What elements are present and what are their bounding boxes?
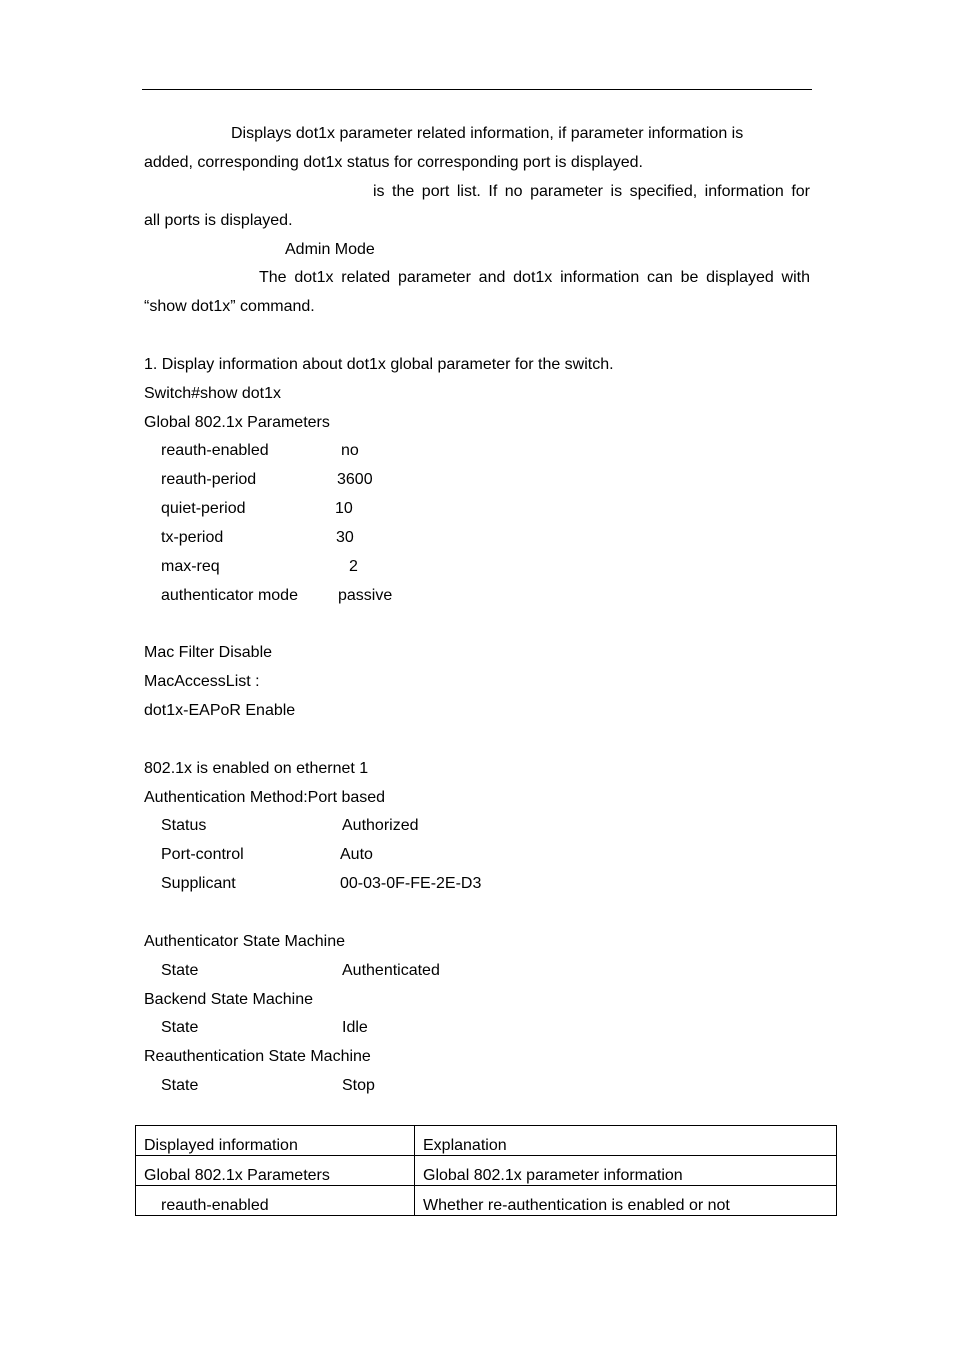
param-value: 2 (349, 558, 358, 575)
param-name: Supplicant (161, 875, 236, 892)
param-value: passive (338, 587, 393, 604)
mac-access-list-line: MacAccessList : (144, 673, 260, 690)
param-value: 30 (336, 529, 354, 546)
table-cell: reauth-enabled (136, 1186, 415, 1216)
description-line-2: added, corresponding dot1x status for corresponding port is displayed. (144, 154, 643, 171)
explanation-table (135, 1125, 837, 1216)
example-heading: 1. Display information about dot1x global parameter for the switch. (144, 356, 614, 373)
auth-method-line: Authentication Method:Port based (144, 789, 386, 806)
eapor-line: dot1x-EAPoR Enable (144, 702, 296, 719)
param-name: State (161, 1077, 199, 1094)
table-cell: Global 802.1x parameter information (415, 1156, 837, 1186)
port-enabled-line: 802.1x is enabled on ethernet 1 (144, 760, 369, 777)
param-value: Authorized (342, 817, 419, 834)
param-value: Auto (340, 846, 373, 863)
table-header-cell: Displayed information (136, 1126, 415, 1156)
param-name: reauth-period (161, 471, 257, 488)
param-value: 00-03-0F-FE-2E-D3 (340, 875, 482, 892)
description-line-1: Displays dot1x parameter related information, if parameter information is (231, 125, 744, 142)
usage-line-2: “show dot1x” command. (144, 298, 315, 315)
param-value: Stop (342, 1077, 375, 1094)
param-value: Idle (342, 1019, 368, 1036)
param-name: State (161, 962, 199, 979)
param-name: reauth-enabled (161, 442, 269, 459)
table-cell: Global 802.1x Parameters (136, 1156, 415, 1186)
param-value: no (341, 442, 359, 459)
param-name: quiet-period (161, 500, 246, 517)
param-name: max-req (161, 558, 220, 575)
param-name: authenticator mode (161, 587, 298, 604)
reauth-sm-title: Reauthentication State Machine (144, 1048, 371, 1065)
table-cell: Whether re-authentication is enabled or not (415, 1186, 837, 1216)
example-command: Switch#show dot1x (144, 385, 281, 402)
table-header-cell: Explanation (415, 1126, 837, 1156)
table-row (136, 1156, 837, 1186)
backend-sm-title: Backend State Machine (144, 991, 313, 1008)
table-row (136, 1186, 837, 1216)
param-name: State (161, 1019, 199, 1036)
param-value: 10 (335, 500, 353, 517)
mac-filter-line: Mac Filter Disable (144, 644, 273, 661)
param-value: 3600 (337, 471, 373, 488)
description-line-4: all ports is displayed. (144, 212, 293, 229)
param-name: tx-period (161, 529, 224, 546)
description-line-3: is the port list. If no parameter is specified, information for (373, 183, 810, 200)
param-value: Authenticated (342, 962, 440, 979)
table-header-row (136, 1126, 837, 1156)
header-rule (142, 89, 812, 90)
command-mode: Admin Mode (285, 241, 375, 258)
param-name: Status (161, 817, 207, 834)
global-parameters-title: Global 802.1x Parameters (144, 414, 330, 431)
authenticator-sm-title: Authenticator State Machine (144, 933, 346, 950)
usage-line-1: The dot1x related parameter and dot1x information can be displayed with (259, 269, 810, 286)
param-name: Port-control (161, 846, 244, 863)
